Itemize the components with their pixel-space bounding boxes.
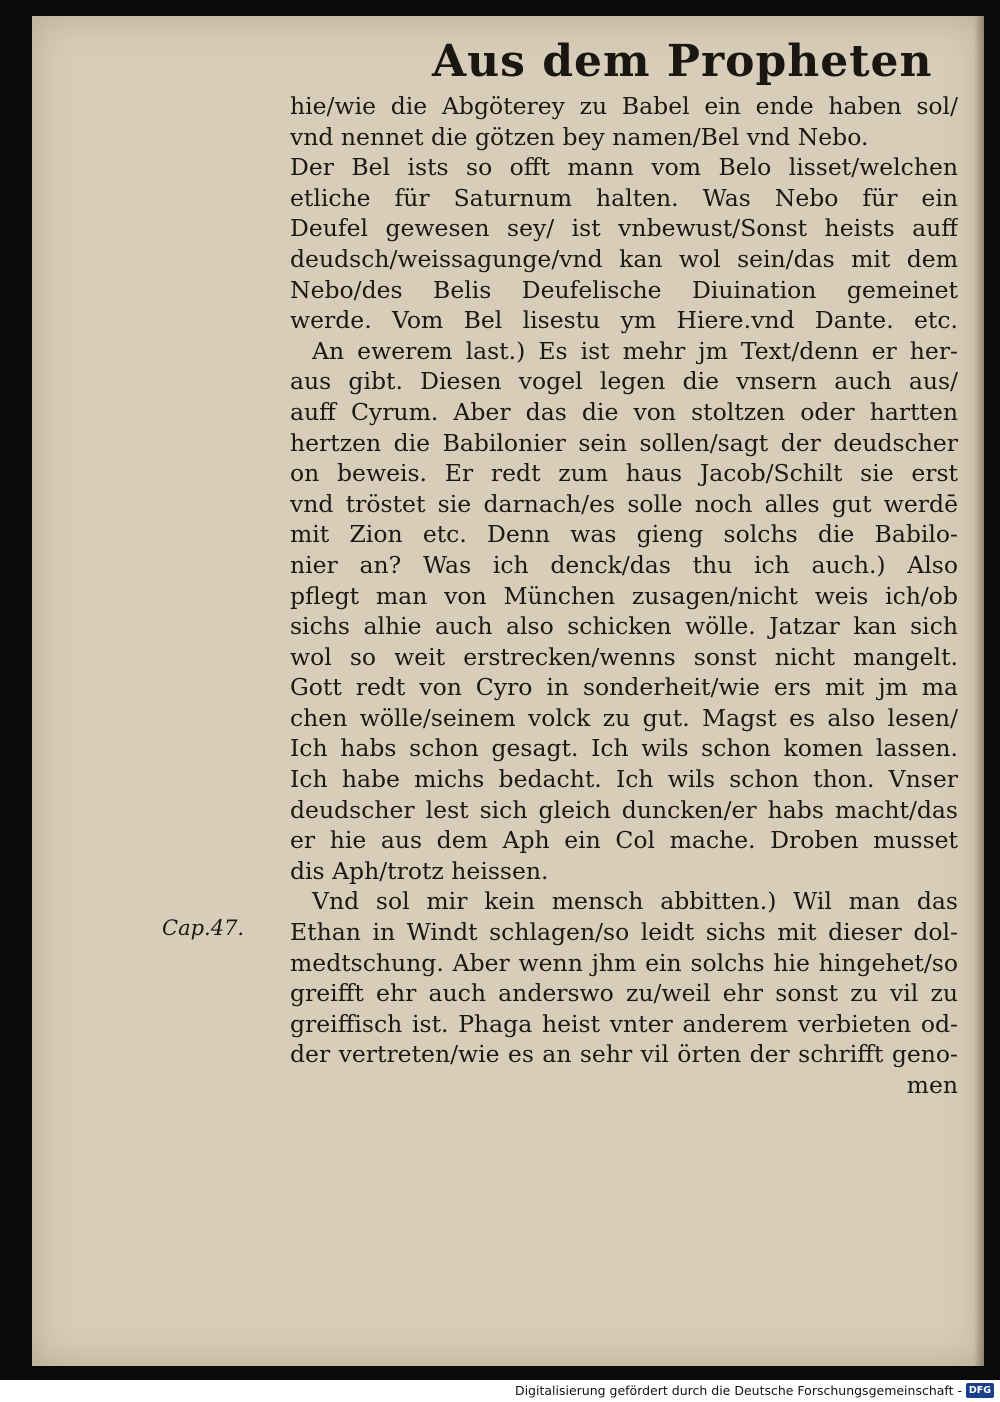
- text-line: men: [906, 1071, 958, 1099]
- text-line: nier an? Was ich denck/das thu ich auch.) Also: [290, 550, 958, 579]
- text-line: vnd nennet die götzen bey namen/Bel vnd Nebo.: [290, 122, 869, 151]
- text-line: hie/wie die Abgöterey zu Babel ein ende haben sol/: [290, 92, 958, 120]
- text-line: er hie aus dem Aph ein Col mache. Droben musset: [290, 826, 958, 855]
- text-line: An ewerem last.) Es ist mehr jm Text/denn er her-: [312, 336, 958, 365]
- page-edge-shadow: [974, 16, 984, 1366]
- text-line: deudsch/weissagunge/vnd kan wol sein/das mit dem: [290, 244, 958, 273]
- text-line: vnd tröstet sie darnach/es solle noch alles gut werdē: [290, 489, 958, 518]
- text-line: werde. Vom Bel lisestu ym Hiere.vnd Dante. etc.: [290, 306, 958, 335]
- dfg-logo-icon: DFG: [966, 1383, 994, 1398]
- text-line: dis Aph/trotz heissen.: [290, 856, 549, 885]
- text-line: Deufel gewesen sey/ ist vnbewust/Sonst heists auff: [290, 214, 958, 243]
- text-line: pflegt man von München zusagen/nicht weis ich/ob: [290, 581, 958, 610]
- digitization-credit: Digitalisierung gefördert durch die Deutsche Forschungsgemeinschaft -: [514, 1383, 962, 1398]
- text-line: on beweis. Er redt zum haus Jacob/Schilt sie erst: [290, 459, 958, 488]
- text-line: sichs alhie auch also schicken wölle. Jatzar kan sich: [290, 612, 958, 641]
- text-line: greifft ehr auch anderswo zu/weil ehr sonst zu vil zu: [290, 979, 958, 1008]
- text-line: greiffisch ist. Phaga heist vnter anderem verbieten od-: [290, 1009, 958, 1038]
- text-line: Ich habs schon gesagt. Ich wils schon komen lassen.: [290, 734, 958, 763]
- text-line: Gott redt von Cyro in sonderheit/wie ers mit jm ma: [290, 673, 958, 702]
- text-line: medtschung. Aber wenn jhm ein solchs hie hingehet/so: [290, 948, 958, 977]
- footer-bar: [0, 1380, 1000, 1402]
- text-line: Ethan in Windt schlagen/so leidt sichs mit dieser dol-: [290, 918, 958, 947]
- text-line: aus gibt. Diesen vogel legen die vnsern auch aus/: [290, 367, 958, 396]
- text-line: chen wölle/seinem volck zu gut. Magst es also lesen/: [290, 703, 958, 732]
- text-line: etliche für Saturnum halten. Was Nebo für ein: [290, 183, 958, 212]
- text-line: Vnd sol mir kein mensch abbitten.) Wil man das: [312, 887, 958, 916]
- text-line: Nebo/des Belis Deufelische Diuination gemeinet: [290, 275, 958, 304]
- text-line: Ich habe michs bedacht. Ich wils schon thon. Vnser: [290, 765, 958, 794]
- body-text: [290, 91, 958, 1101]
- text-line: der vertreten/wie es an sehr vil örten der schrifft geno-: [290, 1040, 958, 1069]
- text-line: mit Zion etc. Denn was gieng solchs die Babilo-: [290, 520, 958, 549]
- text-line: wol so weit erstrecken/wenns sonst nicht mangelt.: [290, 642, 958, 671]
- margin-note-chapter: Cap.47.: [162, 916, 245, 940]
- text-line: Der Bel ists so offt mann vom Belo lisset/welchen: [290, 153, 958, 182]
- text-line: auff Cyrum. Aber das die von stoltzen oder hartten: [290, 397, 958, 426]
- text-line: deudscher lest sich gleich duncken/er habs macht/das: [290, 795, 958, 824]
- text-line: hertzen die Babilonier sein sollen/sagt der deudscher: [290, 428, 958, 457]
- book-page: [32, 16, 984, 1366]
- running-head: Aus dem Propheten: [432, 36, 933, 87]
